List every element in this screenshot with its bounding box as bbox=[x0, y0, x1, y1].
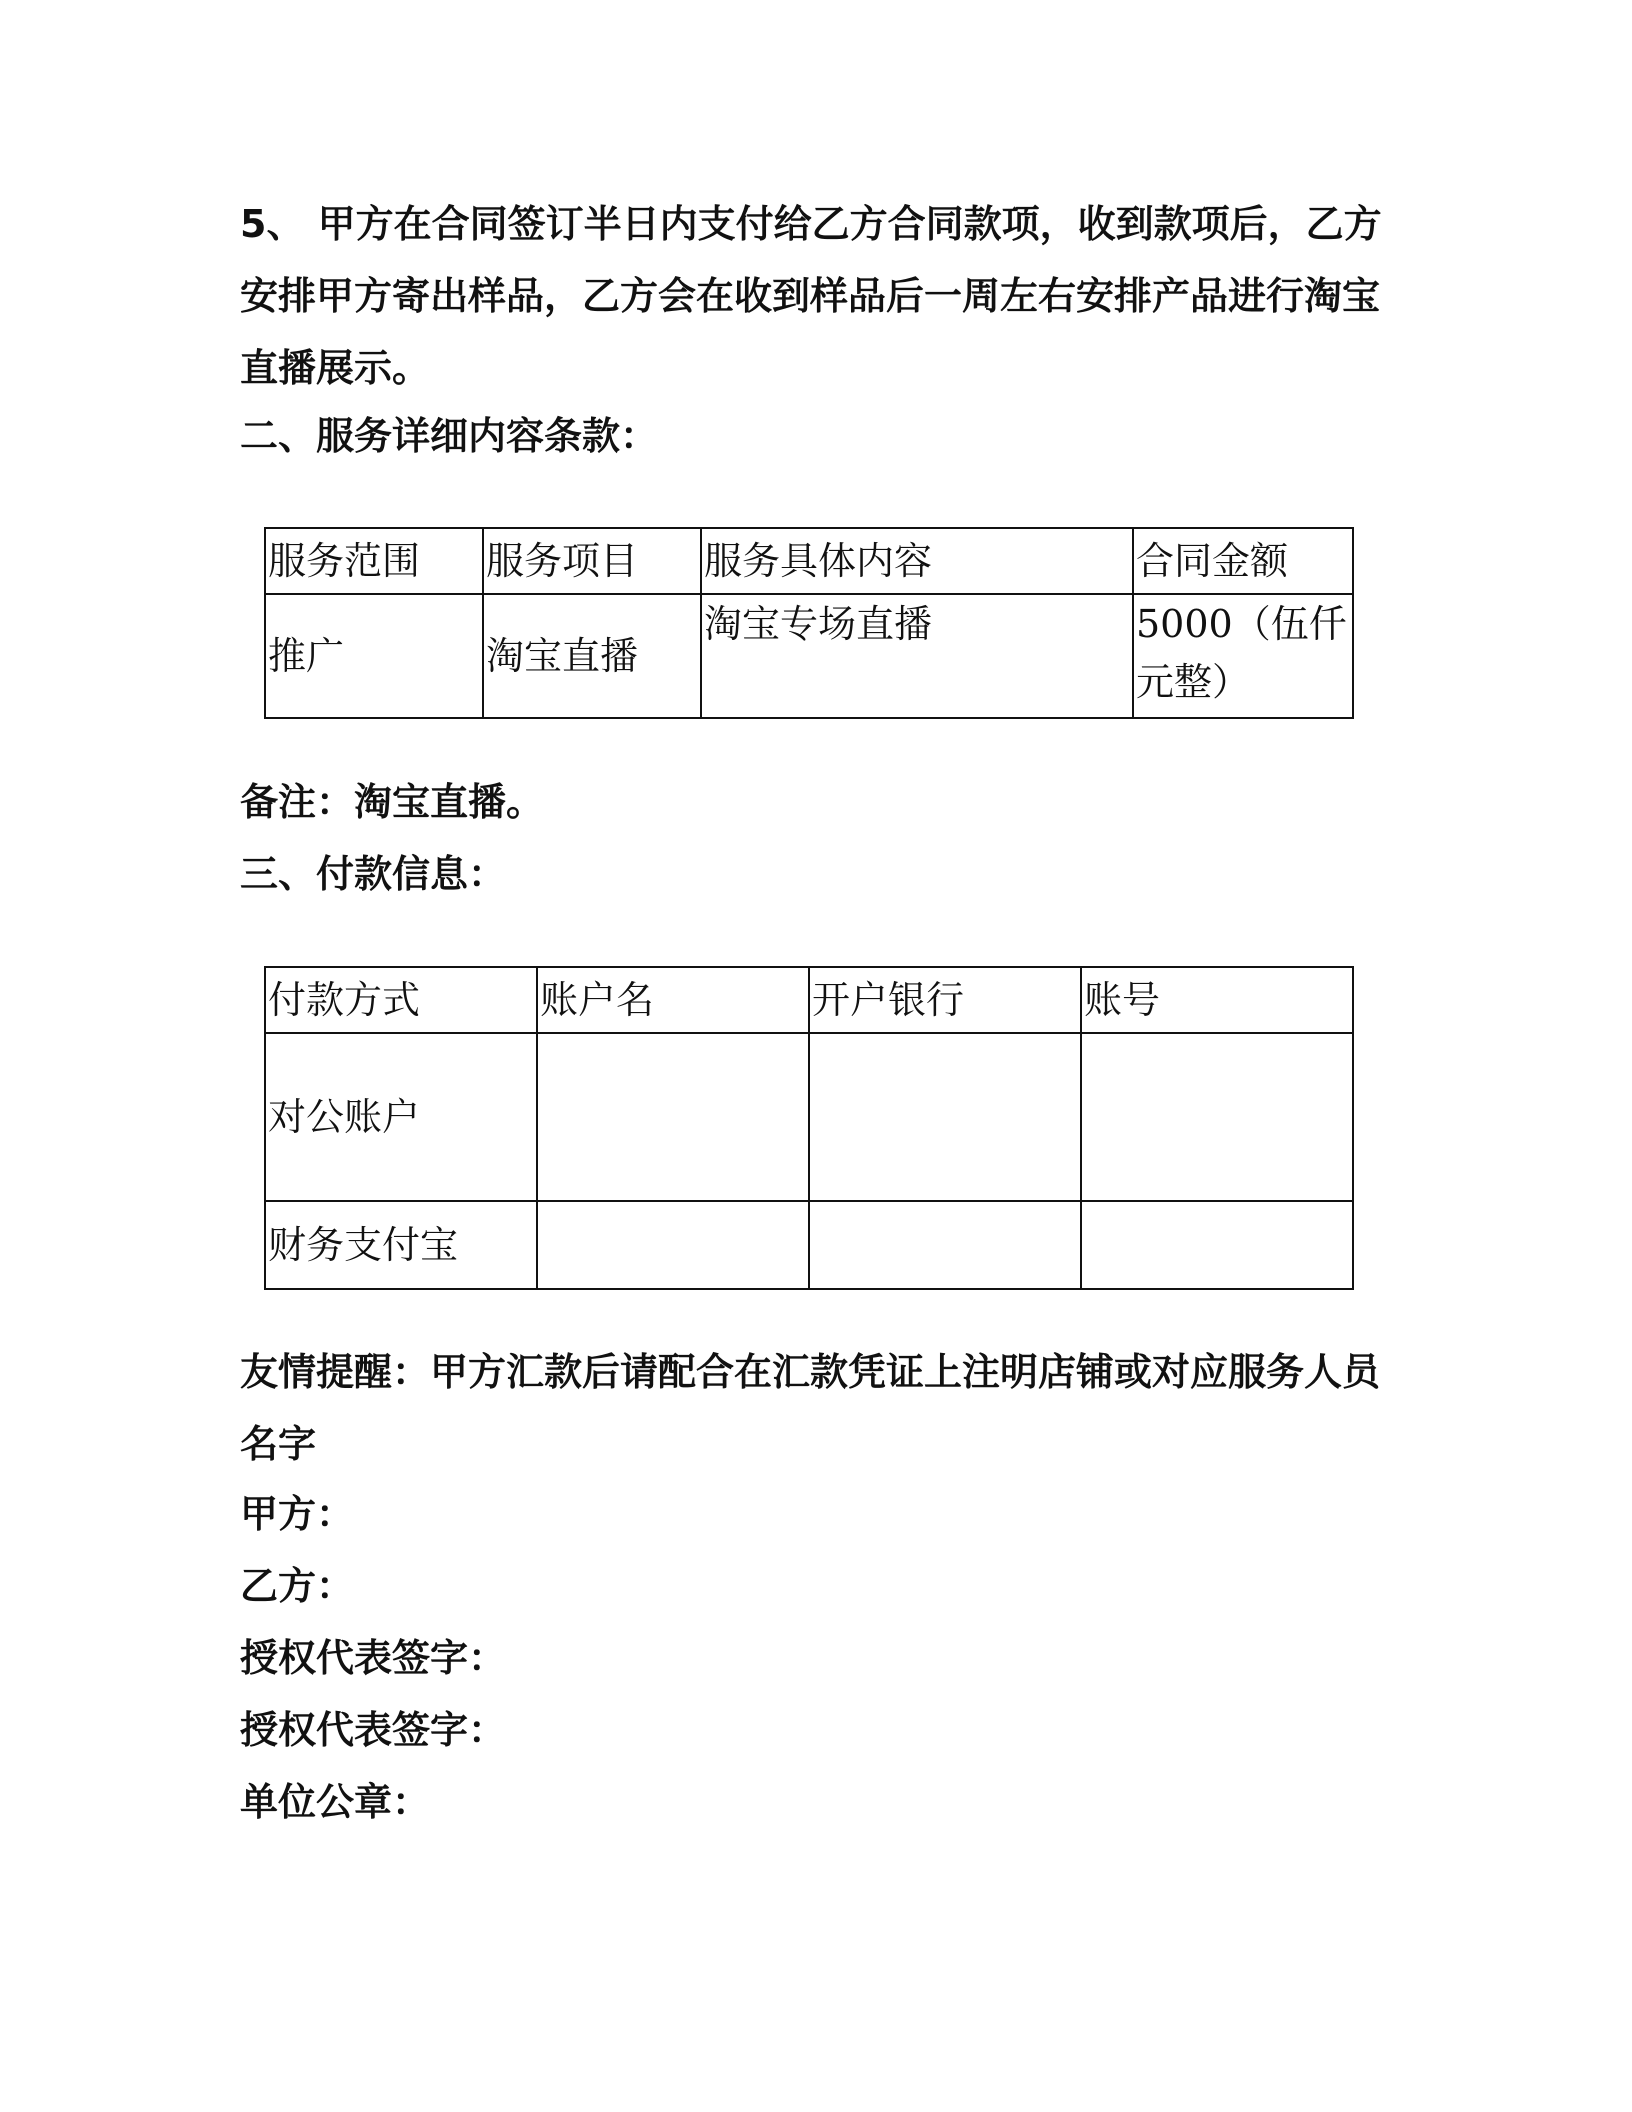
section-2-heading: 二、服务详细内容条款： bbox=[240, 414, 659, 458]
table-row bbox=[265, 594, 1353, 718]
header-account-name: 账户名 bbox=[537, 967, 809, 1033]
section-3-heading: 三、付款信息： bbox=[240, 852, 507, 896]
header-contract-amount: 合同金额 bbox=[1133, 528, 1353, 594]
header-service-scope: 服务范围 bbox=[265, 528, 483, 594]
cell-service-scope: 推广 bbox=[265, 594, 483, 718]
header-service-content: 服务具体内容 bbox=[701, 528, 1133, 594]
payment-info-table bbox=[264, 966, 1354, 1290]
header-account-number: 账号 bbox=[1081, 967, 1353, 1033]
party-a-label: 甲方： bbox=[240, 1492, 355, 1536]
cell-contract-amount: 5000（伍仟元整） bbox=[1133, 594, 1353, 718]
cell-payment-method: 对公账户 bbox=[265, 1033, 537, 1201]
unit-seal-label: 单位公章： bbox=[240, 1780, 431, 1824]
cell-account-number bbox=[1081, 1201, 1353, 1289]
header-service-item: 服务项目 bbox=[483, 528, 701, 594]
remark: 备注：淘宝直播。 bbox=[240, 780, 545, 824]
cell-service-content: 淘宝专场直播 bbox=[701, 594, 1133, 718]
service-details-table bbox=[264, 527, 1354, 719]
table-header-row bbox=[265, 528, 1353, 594]
friendly-reminder: 友情提醒：甲方汇款后请配合在汇款凭证上注明店铺或对应服务人员名字 bbox=[240, 1350, 1381, 1466]
cell-account-name bbox=[537, 1201, 809, 1289]
table-row bbox=[265, 1033, 1353, 1201]
cell-payment-method: 财务支付宝 bbox=[265, 1201, 537, 1289]
header-payment-method: 付款方式 bbox=[265, 967, 537, 1033]
authorized-signature-1: 授权代表签字： bbox=[240, 1636, 507, 1680]
table-row bbox=[265, 1201, 1353, 1289]
cell-account-name bbox=[537, 1033, 809, 1201]
cell-bank bbox=[809, 1201, 1081, 1289]
table-header-row bbox=[265, 967, 1353, 1033]
cell-service-item: 淘宝直播 bbox=[483, 594, 701, 718]
party-b-label: 乙方： bbox=[240, 1564, 355, 1608]
clause-5: 5、 甲方在合同签订半日内支付给乙方合同款项，收到款项后，乙方安排甲方寄出样品，乙方会在收到样品后一周左右安排产品进行淘宝直播展示。 bbox=[240, 202, 1382, 390]
cell-bank bbox=[809, 1033, 1081, 1201]
header-bank: 开户银行 bbox=[809, 967, 1081, 1033]
cell-account-number bbox=[1081, 1033, 1353, 1201]
authorized-signature-2: 授权代表签字： bbox=[240, 1708, 507, 1752]
